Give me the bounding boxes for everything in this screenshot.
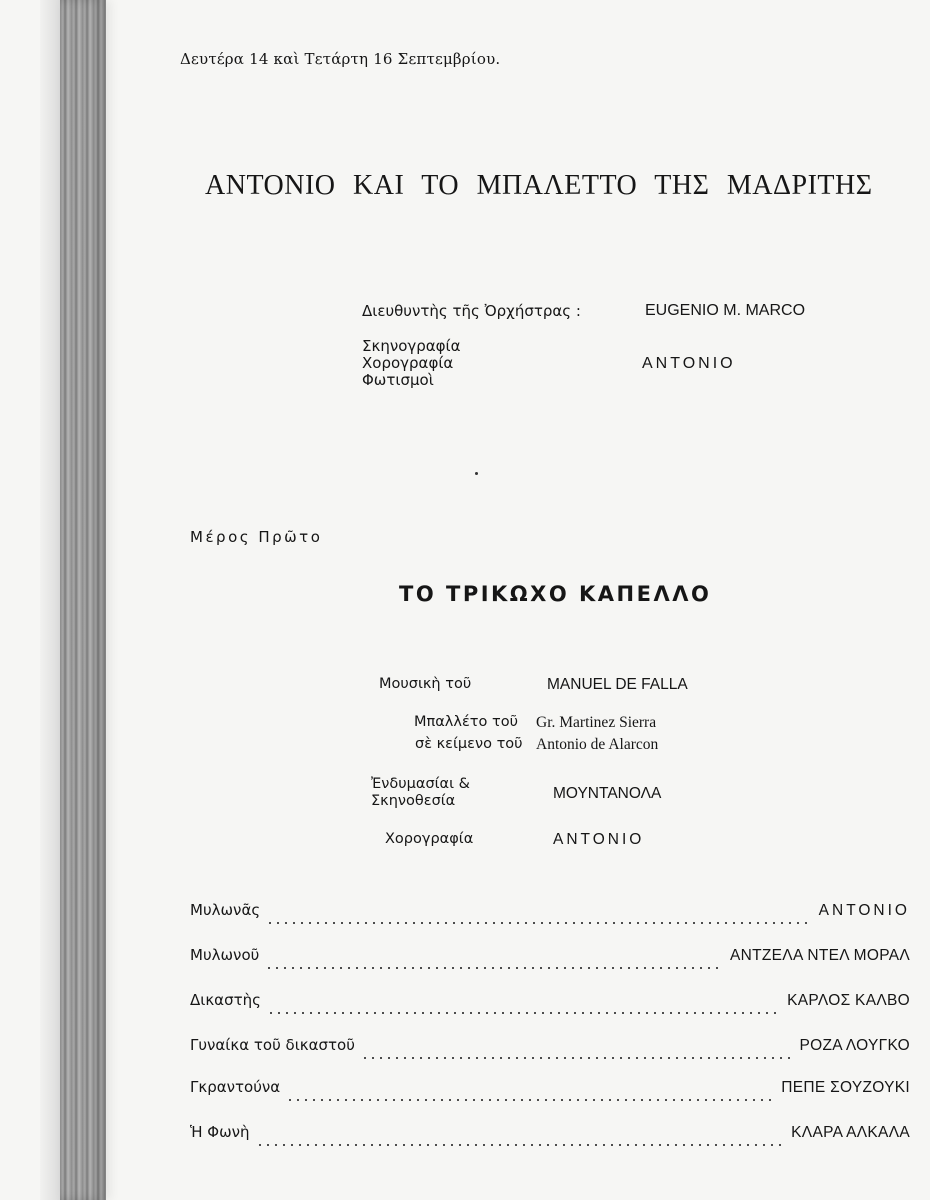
cast-actor: ΚΛΑΡΑ ΑΛΚΑΛΑ bbox=[791, 1124, 910, 1141]
ink-speck bbox=[475, 472, 478, 475]
date-line: Δευτέρα 14 καὶ Τετάρτη 16 Σεπτεμβρίου. bbox=[180, 50, 501, 68]
cast-actor: ΚΑΡΛΟΣ ΚΑΛΒΟ bbox=[787, 992, 910, 1009]
cast-actor: ΑΝΤΖΕΛΑ ΝΤΕΛ ΜΟΡΑΛ bbox=[729, 947, 910, 964]
dot-leader bbox=[266, 909, 813, 925]
lighting-label: Φωτισμοὶ bbox=[362, 371, 434, 389]
book-binding bbox=[60, 0, 106, 1200]
cast-row bbox=[190, 1036, 910, 1060]
cast-role: Ἡ Φωνὴ bbox=[190, 1123, 250, 1141]
music-label: Μουσικὴ τοῦ bbox=[379, 676, 472, 692]
set-choreo-lighting-value: ΑΝΤΟΝΙΟ bbox=[642, 355, 736, 372]
part-heading: Μέρος Πρῶτο bbox=[190, 528, 323, 546]
ballet-label: Μπαλλέτο τοῦ bbox=[414, 714, 518, 730]
direction-label: Σκηνοθεσία bbox=[371, 793, 456, 809]
costumes-label: Ἐνδυμασίαι & bbox=[371, 776, 470, 792]
cast-role: Γκραντούνα bbox=[190, 1078, 281, 1096]
cast-role: Γυναίκα τοῦ δικαστοῦ bbox=[190, 1036, 355, 1054]
cast-actor: ΠΕΠΕ ΣΟΥΖΟΥΚΙ bbox=[781, 1079, 910, 1096]
costumes-direction-value: ΜΟΥΝΤΑΝΟΛΑ bbox=[553, 785, 662, 802]
cast-row bbox=[190, 1123, 910, 1147]
choreography-label: Χορογραφία bbox=[362, 354, 454, 372]
cast-row bbox=[190, 946, 910, 970]
cast-row bbox=[190, 1078, 910, 1102]
cast-role: Δικαστὴς bbox=[190, 991, 261, 1009]
main-title: ΑΝΤΟΝΙΟ ΚΑΙ ΤΟ ΜΠΑΛΕΤΤΟ ΤΗΣ ΜΑΔΡΙΤΗΣ bbox=[205, 170, 873, 201]
text-label: σὲ κείμενο τοῦ bbox=[415, 736, 523, 752]
dot-leader bbox=[256, 1131, 786, 1147]
choreography-value: ΑΝΤΟΝΙΟ bbox=[553, 831, 645, 848]
page-shadow-edge bbox=[40, 0, 60, 1200]
music-value: MANUEL DE FALLA bbox=[547, 676, 688, 693]
dot-leader bbox=[265, 954, 724, 970]
conductor-value: EUGENIO M. MARCO bbox=[645, 302, 806, 319]
choreography-label-2: Χορογραφία bbox=[385, 831, 474, 847]
cast-row bbox=[190, 991, 910, 1015]
work-title: ΤΟ ΤΡΙΚΩΧΟ ΚΑΠΕΛΛΟ bbox=[399, 582, 712, 606]
cast-role: Μυλωνᾶς bbox=[190, 901, 261, 919]
cast-actor: ΡΟΖΑ ΛΟΥΓΚΟ bbox=[799, 1037, 910, 1054]
dot-leader bbox=[286, 1086, 775, 1102]
ballet-value: Gr. Martinez Sierra bbox=[536, 714, 657, 731]
text-value: Antonio de Alarcon bbox=[536, 736, 659, 753]
conductor-label: Διευθυντὴς τῆς Ὀρχήστρας : bbox=[362, 302, 581, 320]
set-design-label: Σκηνογραφία bbox=[362, 337, 461, 355]
cast-actor: ΑΝΤΟΝΙΟ bbox=[818, 902, 910, 919]
cast-role: Μυλωνοῦ bbox=[190, 946, 260, 964]
dot-leader bbox=[267, 999, 781, 1015]
cast-row bbox=[190, 901, 910, 925]
dot-leader bbox=[361, 1044, 794, 1060]
